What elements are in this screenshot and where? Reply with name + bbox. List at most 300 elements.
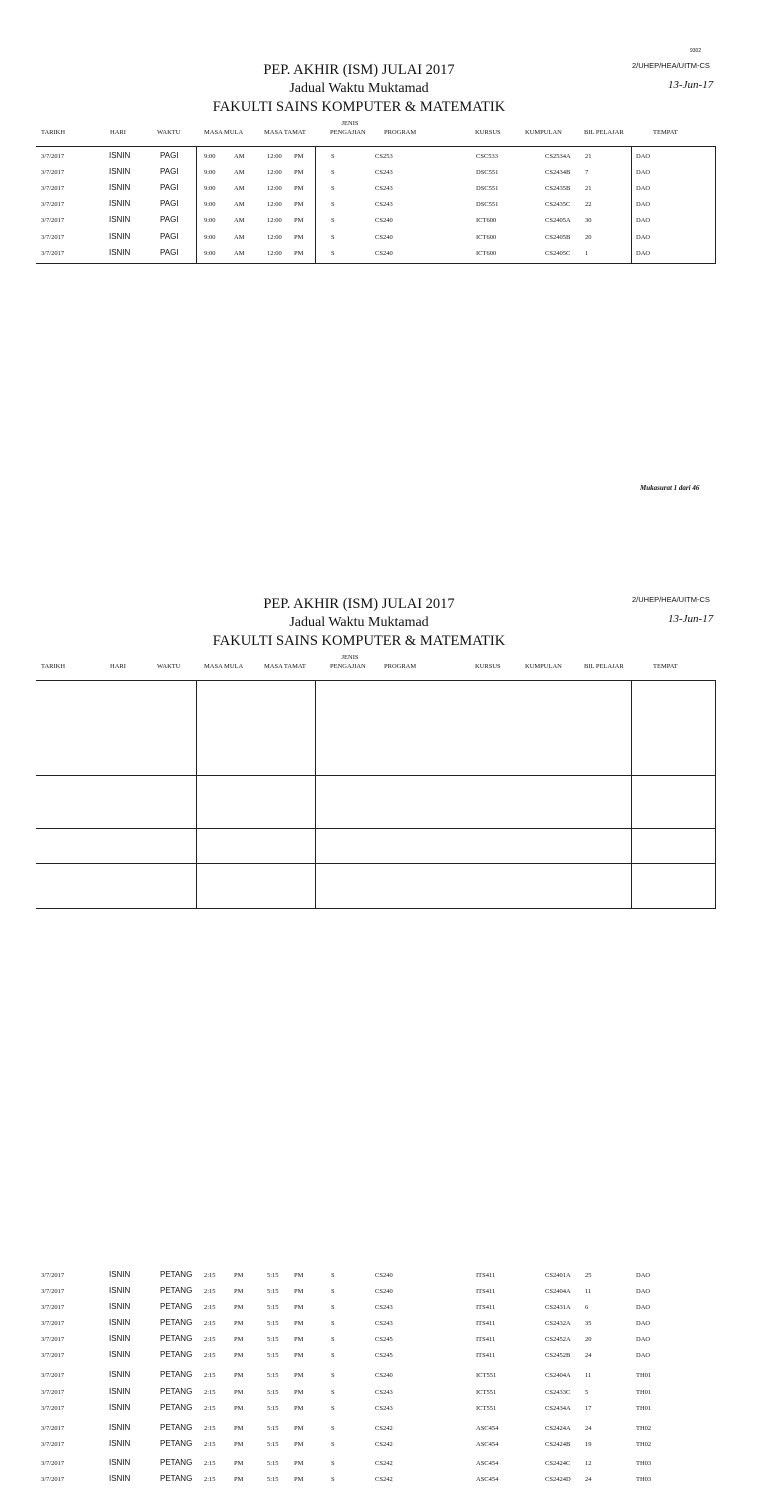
header-jenis: JENIS bbox=[341, 654, 359, 661]
cell-tarikh: 3/7/2017 bbox=[41, 250, 65, 257]
cell-masa-mula: 2:15 bbox=[204, 1460, 216, 1467]
cell-kumpulan: CS2434B bbox=[545, 169, 571, 176]
cell-bil-pelajar: 12 bbox=[585, 1460, 592, 1467]
cell-program: CS242 bbox=[375, 1441, 393, 1448]
cell-program: CS243 bbox=[375, 185, 393, 192]
cell-kumpulan: CS2431A bbox=[545, 1304, 571, 1311]
cell-bil-pelajar: 21 bbox=[585, 153, 592, 160]
cell-masa-tamat: 5:15 bbox=[267, 1389, 279, 1396]
cell-hari: ISNIN bbox=[109, 1387, 131, 1396]
cell-jenis: S bbox=[331, 153, 335, 160]
cell-jenis: S bbox=[331, 1304, 335, 1311]
document-date: 13-Jun-17 bbox=[668, 79, 714, 91]
cell-bil-pelajar: 21 bbox=[585, 185, 592, 192]
cell-masa-mula-ampm: PM bbox=[234, 1460, 244, 1467]
cell-tempat: DAO bbox=[636, 1352, 651, 1359]
cell-kumpulan: CS2534A bbox=[545, 153, 571, 160]
cell-bil-pelajar: 17 bbox=[585, 1405, 592, 1412]
cell-masa-mula-ampm: PM bbox=[234, 1320, 244, 1327]
faculty-title: FAKULTI SAINS KOMPUTER & MATEMATIK bbox=[212, 633, 506, 649]
cell-jenis: S bbox=[331, 1288, 335, 1295]
cell-masa-mula-ampm: PM bbox=[234, 1441, 244, 1448]
cell-bil-pelajar: 20 bbox=[585, 234, 592, 241]
cell-masa-tamat: 5:15 bbox=[267, 1336, 279, 1343]
cell-tarikh: 3/7/2017 bbox=[41, 185, 65, 192]
cell-bil-pelajar: 35 bbox=[585, 1320, 592, 1327]
cell-masa-mula: 9:00 bbox=[204, 250, 216, 257]
timetable-page-2 bbox=[36, 680, 716, 909]
cell-tarikh: 3/7/2017 bbox=[41, 1320, 65, 1327]
cell-tarikh: 3/7/2017 bbox=[41, 1336, 65, 1343]
cell-masa-tamat-ampm: PM bbox=[294, 1389, 304, 1396]
header-kursus: KURSUS bbox=[475, 129, 501, 136]
column-divider bbox=[631, 680, 632, 908]
cell-jenis: S bbox=[331, 1405, 335, 1412]
table-row bbox=[0, 1456, 768, 1472]
cell-kumpulan: CS2424A bbox=[545, 1425, 571, 1432]
cell-masa-mula: 9:00 bbox=[204, 185, 216, 192]
column-divider bbox=[196, 680, 197, 908]
cell-bil-pelajar: 19 bbox=[585, 1441, 592, 1448]
cell-masa-mula: 2:15 bbox=[204, 1476, 216, 1483]
cell-hari: ISNIN bbox=[109, 1334, 131, 1343]
cell-masa-mula-ampm: PM bbox=[234, 1304, 244, 1311]
cell-program: CS243 bbox=[375, 201, 393, 208]
cell-masa-tamat: 5:15 bbox=[267, 1320, 279, 1327]
cell-masa-tamat: 12:00 bbox=[267, 217, 282, 224]
cell-kursus: ICT600 bbox=[476, 250, 497, 257]
table-row bbox=[0, 1332, 768, 1348]
cell-kursus: DSC551 bbox=[476, 185, 499, 192]
cell-jenis: S bbox=[331, 1460, 335, 1467]
cell-hari: ISNIN bbox=[109, 1474, 131, 1483]
table-row bbox=[0, 1385, 768, 1401]
cell-bil-pelajar: 24 bbox=[585, 1425, 592, 1432]
cell-kumpulan: CS2452B bbox=[545, 1352, 571, 1359]
cell-waktu: PETANG bbox=[160, 1403, 193, 1412]
cell-tarikh: 3/7/2017 bbox=[41, 234, 65, 241]
cell-tempat: DAO bbox=[636, 201, 651, 208]
cell-masa-tamat-ampm: PM bbox=[294, 1336, 304, 1343]
table-header bbox=[0, 652, 768, 682]
cell-bil-pelajar: 6 bbox=[585, 1304, 589, 1311]
cell-masa-tamat: 5:15 bbox=[267, 1476, 279, 1483]
cell-kumpulan: CS2432A bbox=[545, 1320, 571, 1327]
cell-tarikh: 3/7/2017 bbox=[41, 201, 65, 208]
table-row bbox=[0, 181, 768, 197]
cell-waktu: PETANG bbox=[160, 1334, 193, 1343]
cell-tarikh: 3/7/2017 bbox=[41, 1476, 65, 1483]
cell-waktu: PETANG bbox=[160, 1370, 193, 1379]
column-divider bbox=[715, 680, 716, 908]
cell-masa-mula: 2:15 bbox=[204, 1352, 216, 1359]
exam-title: PEP. AKHIR (ISM) JULAI 2017 bbox=[263, 62, 455, 78]
header-waktu: WAKTU bbox=[157, 663, 181, 670]
cell-masa-mula-ampm: PM bbox=[234, 1476, 244, 1483]
cell-hari: ISNIN bbox=[109, 1458, 131, 1467]
cell-jenis: S bbox=[331, 1389, 335, 1396]
table-row bbox=[0, 1268, 768, 1284]
cell-tarikh: 3/7/2017 bbox=[41, 1425, 65, 1432]
group-separator bbox=[36, 775, 716, 776]
cell-waktu: PETANG bbox=[160, 1458, 193, 1467]
table-row bbox=[0, 1401, 768, 1417]
cell-masa-mula: 2:15 bbox=[204, 1288, 216, 1295]
cell-program: CS243 bbox=[375, 169, 393, 176]
cell-waktu: PAGI bbox=[160, 199, 179, 208]
cell-hari: ISNIN bbox=[109, 1370, 131, 1379]
cell-masa-mula-ampm: PM bbox=[234, 1389, 244, 1396]
cell-masa-tamat: 5:15 bbox=[267, 1425, 279, 1432]
cell-hari: ISNIN bbox=[109, 215, 131, 224]
cell-waktu: PETANG bbox=[160, 1270, 193, 1279]
faculty-title: FAKULTI SAINS KOMPUTER & MATEMATIK bbox=[212, 99, 506, 115]
header-jenis: JENIS bbox=[341, 120, 359, 127]
header-masa-tamat: MASA TAMAT bbox=[264, 129, 306, 136]
cell-waktu: PETANG bbox=[160, 1474, 193, 1483]
cell-waktu: PETANG bbox=[160, 1387, 193, 1396]
cell-masa-tamat-ampm: PM bbox=[294, 153, 304, 160]
cell-program: CS245 bbox=[375, 1352, 393, 1359]
cell-masa-tamat: 5:15 bbox=[267, 1405, 279, 1412]
cell-masa-mula-ampm: PM bbox=[234, 1336, 244, 1343]
table-row bbox=[0, 1472, 768, 1488]
cell-tarikh: 3/7/2017 bbox=[41, 1304, 65, 1311]
cell-kumpulan: CS2452A bbox=[545, 1336, 571, 1343]
cell-kursus: ITS411 bbox=[476, 1272, 496, 1279]
cell-masa-mula-ampm: AM bbox=[234, 217, 245, 224]
header-tarikh: TARIKH bbox=[41, 129, 66, 136]
cell-masa-mula: 9:00 bbox=[204, 234, 216, 241]
reference-code: 2/UHEP/HEA/UITM-CS bbox=[632, 61, 710, 70]
header-masa-tamat: MASA TAMAT bbox=[264, 663, 306, 670]
cell-waktu: PAGI bbox=[160, 215, 179, 224]
header-tempat: TEMPAT bbox=[653, 129, 678, 136]
cell-kumpulan: CS2401A bbox=[545, 1272, 571, 1279]
table-row bbox=[0, 1316, 768, 1332]
cell-hari: ISNIN bbox=[109, 1350, 131, 1359]
cell-masa-mula: 2:15 bbox=[204, 1389, 216, 1396]
cell-program: CS240 bbox=[375, 1288, 393, 1295]
cell-bil-pelajar: 24 bbox=[585, 1352, 592, 1359]
table-row bbox=[0, 1421, 768, 1437]
cell-masa-mula: 9:00 bbox=[204, 201, 216, 208]
cell-hari: ISNIN bbox=[109, 1318, 131, 1327]
cell-program: CS240 bbox=[375, 1372, 393, 1379]
cell-tempat: DAO bbox=[636, 1336, 651, 1343]
cell-tempat: TH01 bbox=[636, 1405, 652, 1412]
cell-hari: ISNIN bbox=[109, 1302, 131, 1311]
cell-masa-mula-ampm: PM bbox=[234, 1272, 244, 1279]
cell-tempat: TH01 bbox=[636, 1372, 652, 1379]
cell-tempat: DAO bbox=[636, 250, 651, 257]
cell-tempat: TH02 bbox=[636, 1441, 652, 1448]
cell-kumpulan: CS2435C bbox=[545, 201, 571, 208]
header-bil-pelajar: BIL PELAJAR bbox=[584, 129, 624, 136]
cell-kumpulan: CS2405B bbox=[545, 234, 571, 241]
table-header bbox=[0, 118, 768, 148]
cell-waktu: PAGI bbox=[160, 183, 179, 192]
cell-masa-mula: 2:15 bbox=[204, 1405, 216, 1412]
cell-masa-tamat: 12:00 bbox=[267, 185, 282, 192]
cell-kursus: ITS411 bbox=[476, 1304, 496, 1311]
table-row bbox=[0, 149, 768, 165]
cell-bil-pelajar: 11 bbox=[585, 1372, 592, 1379]
cell-waktu: PETANG bbox=[160, 1350, 193, 1359]
cell-kumpulan: CS2434A bbox=[545, 1405, 571, 1412]
cell-masa-tamat-ampm: PM bbox=[294, 169, 304, 176]
table-row bbox=[0, 1300, 768, 1316]
page-number: Mukasurat 1 dari 46 bbox=[640, 484, 700, 492]
cell-waktu: PETANG bbox=[160, 1286, 193, 1295]
cell-waktu: PAGI bbox=[160, 167, 179, 176]
cell-tarikh: 3/7/2017 bbox=[41, 1272, 65, 1279]
cell-kumpulan: CS2424B bbox=[545, 1441, 571, 1448]
cell-hari: ISNIN bbox=[109, 1403, 131, 1412]
cell-kumpulan: CS2424C bbox=[545, 1460, 571, 1467]
cell-tempat: DAO bbox=[636, 169, 651, 176]
cell-masa-mula-ampm: AM bbox=[234, 185, 245, 192]
cell-waktu: PETANG bbox=[160, 1439, 193, 1448]
header-hari: HARI bbox=[110, 129, 126, 136]
header-program: PROGRAM bbox=[384, 129, 417, 136]
header-masa-mula: MASA MULA bbox=[204, 129, 244, 136]
cell-tarikh: 3/7/2017 bbox=[41, 1372, 65, 1379]
document-code: 9302 bbox=[690, 48, 702, 54]
cell-jenis: S bbox=[331, 217, 335, 224]
header-kumpulan: KUMPULAN bbox=[525, 663, 562, 670]
cell-jenis: S bbox=[331, 1425, 335, 1432]
table-row bbox=[0, 1348, 768, 1364]
cell-masa-tamat-ampm: PM bbox=[294, 201, 304, 208]
cell-jenis: S bbox=[331, 1336, 335, 1343]
cell-tempat: DAO bbox=[636, 1320, 651, 1327]
cell-tarikh: 3/7/2017 bbox=[41, 153, 65, 160]
cell-masa-tamat-ampm: PM bbox=[294, 1272, 304, 1279]
cell-masa-tamat: 5:15 bbox=[267, 1460, 279, 1467]
cell-masa-tamat-ampm: PM bbox=[294, 185, 304, 192]
cell-bil-pelajar: 1 bbox=[585, 250, 589, 257]
cell-masa-tamat-ampm: PM bbox=[294, 1460, 304, 1467]
cell-kursus: ICT551 bbox=[476, 1372, 497, 1379]
cell-kumpulan: CS2435B bbox=[545, 185, 571, 192]
cell-kumpulan: CS2405A bbox=[545, 217, 571, 224]
header-hari: HARI bbox=[110, 663, 126, 670]
cell-waktu: PETANG bbox=[160, 1302, 193, 1311]
header-masa-mula: MASA MULA bbox=[204, 663, 244, 670]
cell-program: CS240 bbox=[375, 234, 393, 241]
cell-hari: ISNIN bbox=[109, 151, 131, 160]
cell-program: CS243 bbox=[375, 1320, 393, 1327]
group-separator bbox=[36, 828, 716, 829]
cell-tarikh: 3/7/2017 bbox=[41, 1460, 65, 1467]
cell-jenis: S bbox=[331, 1476, 335, 1483]
cell-tarikh: 3/7/2017 bbox=[41, 217, 65, 224]
cell-jenis: S bbox=[331, 234, 335, 241]
table-row bbox=[0, 213, 768, 229]
cell-masa-tamat: 5:15 bbox=[267, 1304, 279, 1311]
cell-program: CS245 bbox=[375, 1336, 393, 1343]
cell-kursus: DSC551 bbox=[476, 201, 499, 208]
cell-masa-tamat-ampm: PM bbox=[294, 250, 304, 257]
cell-jenis: S bbox=[331, 1352, 335, 1359]
cell-masa-tamat-ampm: PM bbox=[294, 1352, 304, 1359]
cell-kursus: ICT600 bbox=[476, 234, 497, 241]
cell-kursus: ASC454 bbox=[476, 1441, 499, 1448]
cell-jenis: S bbox=[331, 1272, 335, 1279]
cell-hari: ISNIN bbox=[109, 1270, 131, 1279]
cell-program: CS243 bbox=[375, 1304, 393, 1311]
cell-masa-tamat-ampm: PM bbox=[294, 1441, 304, 1448]
cell-masa-mula-ampm: AM bbox=[234, 250, 245, 257]
cell-masa-mula: 2:15 bbox=[204, 1304, 216, 1311]
cell-kursus: ICT551 bbox=[476, 1405, 497, 1412]
cell-masa-tamat-ampm: PM bbox=[294, 1476, 304, 1483]
cell-program: CS240 bbox=[375, 250, 393, 257]
cell-tempat: TH02 bbox=[636, 1425, 652, 1432]
cell-hari: ISNIN bbox=[109, 1286, 131, 1295]
table-row bbox=[0, 246, 768, 262]
cell-program: CS242 bbox=[375, 1460, 393, 1467]
cell-program: CS243 bbox=[375, 1389, 393, 1396]
cell-masa-mula: 2:15 bbox=[204, 1336, 216, 1343]
cell-program: CS242 bbox=[375, 1476, 393, 1483]
cell-waktu: PETANG bbox=[160, 1318, 193, 1327]
cell-bil-pelajar: 25 bbox=[585, 1272, 592, 1279]
cell-masa-mula-ampm: PM bbox=[234, 1288, 244, 1295]
cell-tempat: DAO bbox=[636, 217, 651, 224]
cell-tempat: DAO bbox=[636, 234, 651, 241]
cell-hari: ISNIN bbox=[109, 1423, 131, 1432]
cell-tempat: DAO bbox=[636, 1288, 651, 1295]
cell-masa-mula-ampm: AM bbox=[234, 234, 245, 241]
header-pengajian: PENGAJIAN bbox=[330, 663, 366, 670]
cell-kursus: ITS411 bbox=[476, 1336, 496, 1343]
cell-kursus: ITS411 bbox=[476, 1288, 496, 1295]
cell-masa-mula-ampm: AM bbox=[234, 201, 245, 208]
cell-masa-tamat: 5:15 bbox=[267, 1288, 279, 1295]
cell-masa-mula: 9:00 bbox=[204, 153, 216, 160]
header-tempat: TEMPAT bbox=[653, 663, 678, 670]
cell-tarikh: 3/7/2017 bbox=[41, 1441, 65, 1448]
cell-kumpulan: CS2424D bbox=[545, 1476, 571, 1483]
cell-program: CS253 bbox=[375, 153, 393, 160]
header-program: PROGRAM bbox=[384, 663, 417, 670]
cell-kursus: ITS411 bbox=[476, 1352, 496, 1359]
cell-masa-tamat-ampm: PM bbox=[294, 1405, 304, 1412]
table-row bbox=[0, 1368, 768, 1384]
table-row bbox=[0, 1437, 768, 1453]
cell-tempat: DAO bbox=[636, 1304, 651, 1311]
cell-masa-mula-ampm: AM bbox=[234, 169, 245, 176]
cell-tempat: DAO bbox=[636, 1272, 651, 1279]
cell-masa-tamat-ampm: PM bbox=[294, 1304, 304, 1311]
cell-kumpulan: CS2405C bbox=[545, 250, 571, 257]
cell-tempat: TH01 bbox=[636, 1389, 652, 1396]
cell-kursus: ITS411 bbox=[476, 1320, 496, 1327]
cell-program: CS242 bbox=[375, 1425, 393, 1432]
cell-jenis: S bbox=[331, 1320, 335, 1327]
cell-tempat: DAO bbox=[636, 153, 651, 160]
cell-waktu: PAGI bbox=[160, 248, 179, 257]
cell-bil-pelajar: 5 bbox=[585, 1389, 589, 1396]
cell-masa-tamat-ampm: PM bbox=[294, 217, 304, 224]
cell-masa-mula: 2:15 bbox=[204, 1320, 216, 1327]
cell-masa-mula-ampm: PM bbox=[234, 1372, 244, 1379]
cell-tarikh: 3/7/2017 bbox=[41, 169, 65, 176]
cell-masa-tamat-ampm: PM bbox=[294, 1288, 304, 1295]
cell-masa-tamat-ampm: PM bbox=[294, 234, 304, 241]
cell-kursus: ICT551 bbox=[476, 1389, 497, 1396]
document-date: 13-Jun-17 bbox=[668, 613, 714, 625]
cell-masa-mula: 2:15 bbox=[204, 1441, 216, 1448]
cell-kumpulan: CS2404A bbox=[545, 1288, 571, 1295]
cell-kumpulan: CS2404A bbox=[545, 1372, 571, 1379]
table-row bbox=[0, 1284, 768, 1300]
cell-masa-tamat: 5:15 bbox=[267, 1372, 279, 1379]
cell-kursus: DSC551 bbox=[476, 169, 499, 176]
cell-hari: ISNIN bbox=[109, 1439, 131, 1448]
cell-jenis: S bbox=[331, 169, 335, 176]
cell-kursus: ICT600 bbox=[476, 217, 497, 224]
cell-masa-tamat: 12:00 bbox=[267, 153, 282, 160]
cell-jenis: S bbox=[331, 1441, 335, 1448]
cell-tarikh: 3/7/2017 bbox=[41, 1352, 65, 1359]
cell-masa-tamat: 5:15 bbox=[267, 1272, 279, 1279]
table-row bbox=[0, 230, 768, 246]
cell-tempat: DAO bbox=[636, 185, 651, 192]
cell-masa-mula: 2:15 bbox=[204, 1372, 216, 1379]
table-row bbox=[0, 165, 768, 181]
cell-waktu: PAGI bbox=[160, 232, 179, 241]
cell-masa-mula-ampm: AM bbox=[234, 153, 245, 160]
cell-tarikh: 3/7/2017 bbox=[41, 1389, 65, 1396]
cell-kumpulan: CS2433C bbox=[545, 1389, 571, 1396]
cell-bil-pelajar: 22 bbox=[585, 201, 592, 208]
cell-masa-tamat: 12:00 bbox=[267, 250, 282, 257]
header-pengajian: PENGAJIAN bbox=[330, 129, 366, 136]
cell-tempat: TH03 bbox=[636, 1476, 652, 1483]
cell-tarikh: 3/7/2017 bbox=[41, 1405, 65, 1412]
cell-masa-tamat: 12:00 bbox=[267, 234, 282, 241]
cell-hari: ISNIN bbox=[109, 167, 131, 176]
cell-tempat: TH03 bbox=[636, 1460, 652, 1467]
cell-masa-tamat: 12:00 bbox=[267, 169, 282, 176]
table-row bbox=[0, 197, 768, 213]
table-top-rule bbox=[36, 680, 716, 681]
cell-tarikh: 3/7/2017 bbox=[41, 1288, 65, 1295]
cell-kursus: ASC454 bbox=[476, 1476, 499, 1483]
cell-kursus: ASC454 bbox=[476, 1460, 499, 1467]
exam-title: PEP. AKHIR (ISM) JULAI 2017 bbox=[263, 596, 455, 612]
cell-jenis: S bbox=[331, 250, 335, 257]
column-divider bbox=[315, 680, 316, 908]
group-separator bbox=[36, 863, 716, 864]
cell-kursus: CSC533 bbox=[476, 153, 499, 160]
cell-waktu: PETANG bbox=[160, 1423, 193, 1432]
cell-program: CS240 bbox=[375, 217, 393, 224]
reference-code: 2/UHEP/HEA/UITM-CS bbox=[632, 595, 710, 604]
cell-hari: ISNIN bbox=[109, 183, 131, 192]
cell-hari: ISNIN bbox=[109, 232, 131, 241]
cell-waktu: PAGI bbox=[160, 151, 179, 160]
cell-masa-tamat: 5:15 bbox=[267, 1441, 279, 1448]
cell-jenis: S bbox=[331, 185, 335, 192]
cell-masa-mula: 2:15 bbox=[204, 1272, 216, 1279]
cell-jenis: S bbox=[331, 201, 335, 208]
timetable-subtitle: Jadual Waktu Muktamad bbox=[289, 81, 429, 96]
cell-masa-mula-ampm: PM bbox=[234, 1425, 244, 1432]
